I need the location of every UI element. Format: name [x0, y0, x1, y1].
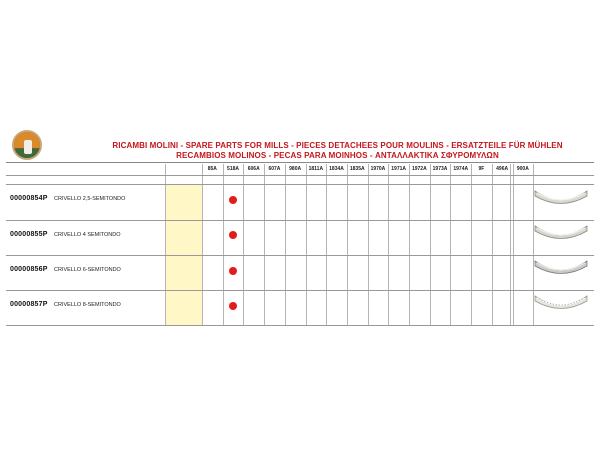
semi-round-screen-icon [533, 257, 589, 279]
column-header: 606A [247, 166, 260, 172]
compatibility-marker [229, 302, 237, 310]
header-divider [6, 162, 594, 163]
column-header: 1972A [411, 166, 427, 172]
column-header: 85A [207, 166, 217, 172]
column-divider [347, 164, 348, 325]
row-divider [6, 184, 594, 185]
part-code: 00000854P [10, 195, 48, 202]
catalog-title-line1: RICAMBI MOLINI - SPARE PARTS FOR MILLS - PIECES DETACHEES POUR MOULINS - ERSATZTEILE FÜR MÜHLEN [112, 141, 563, 150]
compatibility-marker [229, 267, 237, 275]
column-divider [165, 164, 166, 325]
column-header: 1971A [391, 166, 406, 172]
column-divider [388, 164, 389, 325]
row-divider [6, 325, 594, 326]
row-divider [6, 290, 594, 291]
column-header: 496A [496, 166, 509, 172]
column-divider [513, 164, 514, 325]
column-header: 1835A [349, 166, 365, 172]
column-divider [409, 164, 410, 325]
column-divider [492, 164, 493, 325]
column-header: 1811A [308, 166, 324, 172]
column-header: 9F [478, 166, 485, 172]
column-divider [326, 164, 327, 325]
part-description: CRIVELLO 8-SEMITONDO [54, 302, 121, 308]
column-divider [223, 164, 224, 325]
column-divider [243, 164, 244, 325]
part-description: CRIVELLO 2,5-SEMITONDO [54, 196, 126, 202]
column-divider [430, 164, 431, 325]
column-divider [368, 164, 369, 325]
column-divider [450, 164, 451, 325]
compatibility-marker [229, 231, 237, 239]
column-divider [285, 164, 286, 325]
column-divider [306, 164, 307, 325]
row-divider [6, 255, 594, 256]
column-header: 518A [227, 166, 239, 172]
part-description: CRIVELLO 6-SEMITONDO [54, 267, 121, 273]
column-header: 1834A [329, 166, 344, 172]
mill-logo-icon [12, 130, 42, 160]
part-code: 00000856P [10, 266, 48, 273]
semi-round-screen-icon [533, 187, 589, 209]
compatibility-marker [229, 196, 237, 204]
column-header: 1970A [370, 166, 386, 172]
part-code: 00000855P [10, 231, 48, 238]
semi-round-screen-icon [533, 222, 589, 244]
catalog-title-line2: RECAMBIOS MOLINOS - PECAS PARA MOINHOS - ΑΝΤΑΛΛΑΚΤΙΚΑ ΣΦΥΡΟΜΥΛΩΝ [176, 151, 499, 160]
row-divider [6, 175, 594, 176]
part-code: 00000857P [10, 301, 48, 308]
column-divider [202, 164, 203, 325]
column-header: 1974A [453, 166, 469, 172]
column-divider [510, 164, 511, 325]
column-header: 900A [516, 166, 529, 172]
semi-round-screen-icon [533, 292, 589, 314]
part-description: CRIVELLO 4 SEMITONDO [54, 232, 121, 238]
column-divider [264, 164, 265, 325]
column-header: 1973A [432, 166, 448, 172]
column-header: 980A [289, 166, 302, 172]
row-divider [6, 220, 594, 221]
column-divider [471, 164, 472, 325]
column-header: 607A [268, 166, 281, 172]
